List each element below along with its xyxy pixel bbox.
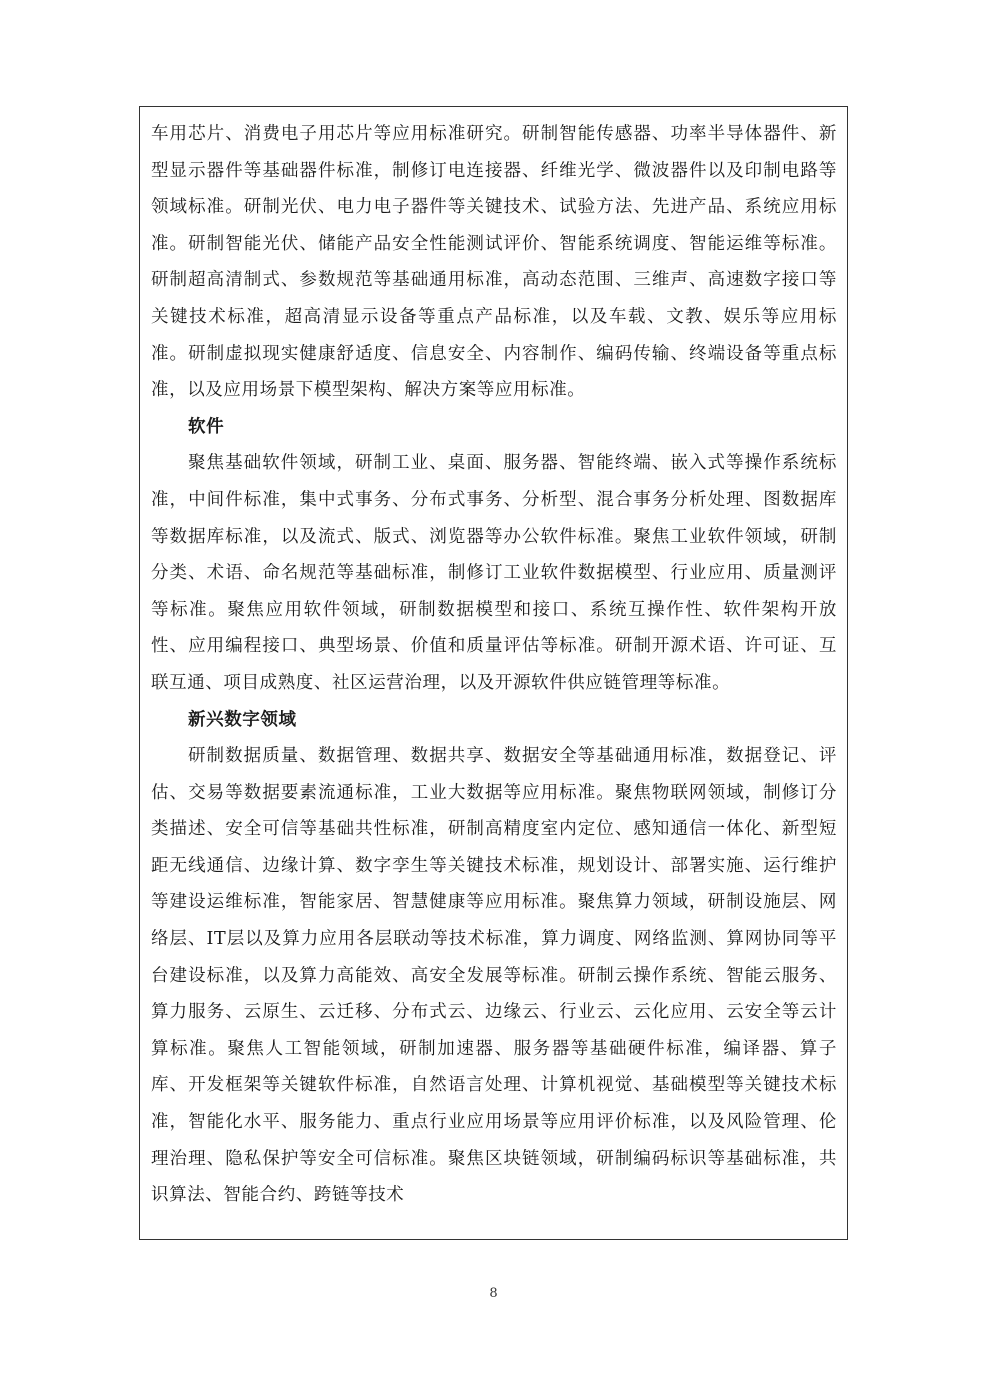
document-body	[151, 116, 837, 1214]
paragraph-emerging-digital: 研制数据质量、数据管理、数据共享、数据安全等基础通用标准，数据登记、评估、交易等数据要素流通标准，工业大数据等应用标准。聚焦物联网领域，制修订分类描述、安全可信等基础共性标准，研制高精度室内定位、感知通信一体化、新型短距无线通信、边缘计算、数字孪生等关键技术标准，规划设计、部署实施、运行维护等建设运维标准，智能家居、智慧健康等应用标准。聚焦算力领域，研制设施层、网络层、IT层以及算力应用各层联动等技术标准，算力调度、网络监测、算网协同等平台建设标准，以及算力高能效、高安全发展等标准。研制云操作系统、智能云服务、算力服务、云原生、云迁移、分布式云、边缘云、行业云、云化应用、云安全等云计算标准。聚焦人工智能领域，研制加速器、服务器等基础硬件标准，编译器、算子库、开发框架等关键软件标准，自然语言处理、计算机视觉、基础模型等关键技术标准，智能化水平、服务能力、重点行业应用场景等应用评价标准，以及风险管理、伦理治理、隐私保护等安全可信标准。聚焦区块链领域，研制编码标识等基础标准，共识算法、智能合约、跨链等技术	[151, 746, 837, 1206]
paragraph-continued: 车用芯片、消费电子用芯片等应用标准研究。研制智能传感器、功率半导体器件、新型显示器件等基础器件标准，制修订电连接器、纤维光学、微波器件以及印制电路等领域标准。研制光伏、电力电子器件等关键技术、试验方法、先进产品、系统应用标准。研制智能光伏、储能产品安全性能测试评价、智能系统调度、智能运维等标准。研制超高清制式、参数规范等基础通用标准，高动态范围、三维声、高速数字接口等关键技术标准，超高清显示设备等重点产品标准，以及车载、文教、娱乐等应用标准。研制虚拟现实健康舒适度、信息安全、内容制作、编码传输、终端设备等重点标准，以及应用场景下模型架构、解决方案等应用标准。	[151, 124, 837, 401]
paragraph-software: 聚焦基础软件领域，研制工业、桌面、服务器、智能终端、嵌入式等操作系统标准，中间件标准，集中式事务、分布式事务、分析型、混合事务分析处理、图数据库等数据库标准，以及流式、版式、浏览器等办公软件标准。聚焦工业软件领域，研制分类、术语、命名规范等基础标准，制修订工业软件数据模型、行业应用、质量测评等标准。聚焦应用软件领域，研制数据模型和接口、系统互操作性、软件架构开放性、应用编程接口、典型场景、价值和质量评估等标准。研制开源术语、许可证、互联互通、项目成熟度、社区运营治理，以及开源软件供应链管理等标准。	[151, 453, 837, 693]
content-frame	[139, 106, 848, 1240]
page-number: 8	[489, 1286, 498, 1301]
section-heading-software: 软件	[188, 416, 225, 437]
section-heading-emerging-digital: 新兴数字领域	[188, 709, 297, 730]
